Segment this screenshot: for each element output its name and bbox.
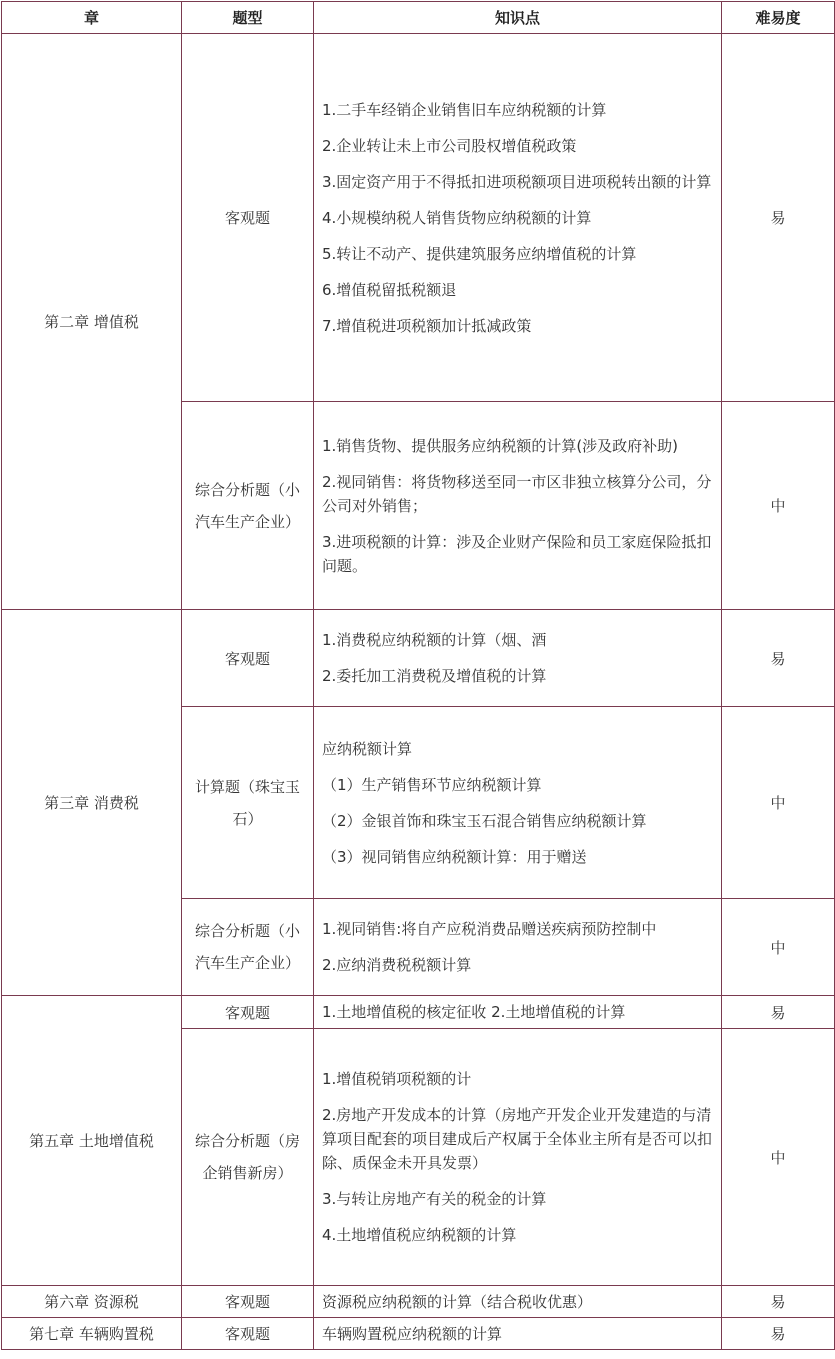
- knowledge-point: 1.土地增值税的核定征收 2.土地增值税的计算: [322, 1003, 626, 1021]
- knowledge-point: 1.销售货物、提供服务应纳税额的计算(涉及政府补助): [322, 436, 679, 455]
- knowledge-point: （1）生产销售环节应纳税额计算: [322, 775, 542, 794]
- difficulty-cell: 中: [722, 402, 835, 610]
- knowledge-point: 车辆购置税应纳税额的计算: [322, 1324, 503, 1343]
- question-type-cell: 客观题: [182, 996, 314, 1029]
- header-chapter: 章: [2, 2, 182, 34]
- knowledge-points-cell: [314, 707, 722, 899]
- question-type-cell: 客观题: [182, 1318, 314, 1350]
- chapter-cell: 第三章 消费税: [2, 610, 182, 996]
- chapter-cell: 第七章 车辆购置税: [2, 1318, 182, 1350]
- question-type-cell: 客观题: [182, 610, 314, 707]
- difficulty-cell: 易: [722, 610, 835, 707]
- knowledge-point: 资源税应纳税额的计算（结合税收优惠）: [322, 1292, 593, 1311]
- knowledge-point: 2.企业转让未上市公司股权增值税政策: [322, 136, 577, 155]
- header-question-type: 题型: [182, 2, 314, 34]
- knowledge-point: 5.转让不动产、提供建筑服务应纳增值税的计算: [322, 244, 637, 263]
- knowledge-point: （3）视同销售应纳税额计算：用于赠送: [322, 847, 587, 866]
- table-row: [2, 610, 835, 707]
- knowledge-points-cell: [314, 1318, 722, 1350]
- knowledge-point: 1.消费税应纳税额的计算（烟、酒: [322, 631, 547, 649]
- knowledge-point: 7.增值税进项税额加计抵减政策: [322, 316, 532, 335]
- knowledge-point: 2.应纳消费税税额计算: [322, 956, 472, 974]
- knowledge-point: 2.委托加工消费税及增值税的计算: [322, 667, 547, 685]
- question-type-cell: 综合分析题（小汽车生产企业）: [182, 899, 314, 996]
- knowledge-points-cell: [314, 34, 722, 402]
- table-row: [2, 34, 835, 402]
- knowledge-points-cell: [314, 1029, 722, 1286]
- difficulty-cell: 易: [722, 1286, 835, 1318]
- knowledge-point: 3.与转让房地产有关的税金的计算: [322, 1190, 547, 1208]
- tax-knowledge-table: [1, 1, 835, 1350]
- question-type-cell: 客观题: [182, 1286, 314, 1318]
- question-type-cell: 综合分析题（小汽车生产企业）: [182, 402, 314, 610]
- question-type-cell: 计算题（珠宝玉石）: [182, 707, 314, 899]
- question-type-cell: 客观题: [182, 34, 314, 402]
- knowledge-point: 4.小规模纳税人销售货物应纳税额的计算: [322, 208, 592, 227]
- chapter-cell: 第二章 增值税: [2, 34, 182, 610]
- chapter-cell: 第六章 资源税: [2, 1286, 182, 1318]
- knowledge-point: 1.增值税销项税额的计: [322, 1070, 472, 1088]
- difficulty-cell: 中: [722, 899, 835, 996]
- knowledge-points-cell: [314, 899, 722, 996]
- table-row: [2, 1286, 835, 1318]
- knowledge-point: 4.土地增值税应纳税额的计算: [322, 1226, 517, 1244]
- knowledge-point: 3.固定资产用于不得抵扣进项税额项目进项税转出额的计算: [322, 172, 712, 191]
- knowledge-points-cell: [314, 996, 722, 1029]
- knowledge-point: 应纳税额计算: [322, 739, 413, 758]
- knowledge-point: 3.进项税额的计算：涉及企业财产保险和员工家庭保险抵扣问题。: [322, 532, 712, 575]
- difficulty-cell: 中: [722, 1029, 835, 1286]
- chapter-cell: 第五章 土地增值税: [2, 996, 182, 1286]
- knowledge-point: 2.房地产开发成本的计算（房地产开发企业开发建造的与清算项目配套的项目建成后产权属于全体业主所有是否可以扣除、质保金未开具发票）: [322, 1106, 713, 1172]
- knowledge-point: 6.增值税留抵税额退: [322, 280, 457, 299]
- difficulty-cell: 易: [722, 996, 835, 1029]
- question-type-cell: 综合分析题（房企销售新房）: [182, 1029, 314, 1286]
- difficulty-cell: 中: [722, 707, 835, 899]
- knowledge-points-cell: [314, 1286, 722, 1318]
- header-row: [2, 2, 835, 34]
- knowledge-points-cell: [314, 610, 722, 707]
- knowledge-point: （2）金银首饰和珠宝玉石混合销售应纳税额计算: [322, 811, 647, 830]
- knowledge-point: 1.二手车经销企业销售旧车应纳税额的计算: [322, 100, 607, 119]
- knowledge-point: 2.视同销售：将货物移送至同一市区非独立核算分公司，分公司对外销售；: [322, 472, 712, 515]
- difficulty-cell: 易: [722, 1318, 835, 1350]
- table-row: [2, 1318, 835, 1350]
- knowledge-points-cell: [314, 402, 722, 610]
- header-difficulty: 难易度: [722, 2, 835, 34]
- table-row: [2, 996, 835, 1029]
- difficulty-cell: 易: [722, 34, 835, 402]
- knowledge-point: 1.视同销售:将自产应税消费品赠送疾病预防控制中: [322, 920, 657, 938]
- header-knowledge-points: 知识点: [314, 2, 722, 34]
